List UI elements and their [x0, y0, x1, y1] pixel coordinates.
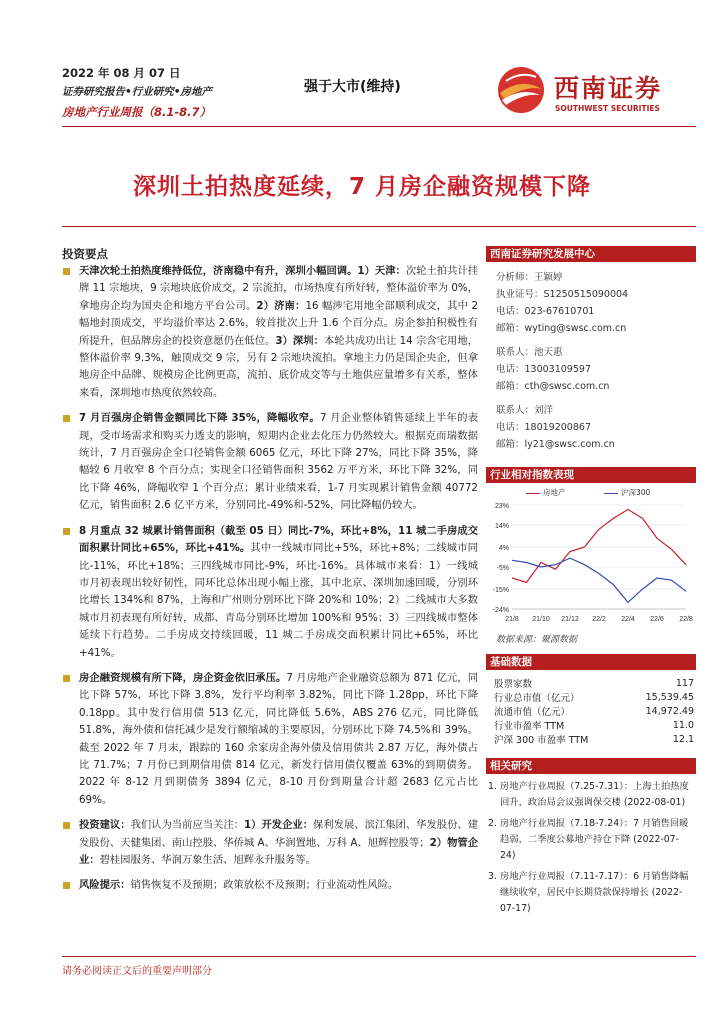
- header-rule: [62, 126, 696, 127]
- series-line-1: [512, 558, 686, 602]
- key-point-body: 其中一线城市同比+5%，环比+8%；二线城市同比-11%，环比+18%；三四线城市同比-9%，环比-16%。具体城市来看：1）一线城市月初表现出较好韧性，同环比总体出现小幅上涨，其中北京、深圳加速回暖，分别环比增长 134%和 87%，上海和广州则分别环比下降 20%和 10%；2）二线城市大多数城市月初表现有所好转，成都、青岛分别环比增加 100%和 95%；3）三四线城市整体延续下行趋势。二手房成交持续回暖，11 城二手房成交面积累计同比+65%，环比+41%。: [79, 542, 478, 659]
- key-point-investment-advice: [62, 817, 478, 869]
- key-point-land-auction: [62, 263, 478, 402]
- metric-value: 11.0: [672, 719, 694, 731]
- logo-english-name: SOUTHWEST SECURITIES: [555, 104, 660, 113]
- key-point-lead: 2）物管企业：: [79, 836, 478, 866]
- contact-email[interactable]: 邮箱：ly21@swsc.com.cn: [496, 439, 615, 450]
- bullet-square-icon: [63, 268, 70, 275]
- table-row: [494, 704, 694, 718]
- industry-rating: 强于大市(维持): [304, 79, 401, 95]
- key-point-body: 销售恢复不及预期；政策放松不及预期；行业流动性风险。: [130, 879, 399, 892]
- key-point-body: 碧桂园服务、华润万象生活、旭辉永升服务等。: [99, 854, 316, 866]
- metrics-header: 基础数据: [486, 654, 696, 670]
- contact-phone: 电话：13003109597: [496, 364, 591, 375]
- analyst-info: [486, 262, 696, 453]
- metric-value: 15,539.45: [645, 691, 694, 703]
- analyst-cert: 执业证号：S1250515090004: [496, 289, 629, 300]
- bullet-square-icon: [63, 415, 70, 422]
- bullet-square-icon: [63, 882, 70, 889]
- x-tick-label: 22/2: [592, 616, 606, 623]
- metric-label: 沪深 300 市盈率 TTM: [494, 735, 589, 746]
- metric-value: 12.1: [672, 733, 694, 745]
- key-point-lead: 房企融资规模有所下降，房企资金依旧承压。: [79, 671, 287, 684]
- related-num: 1.: [488, 781, 497, 792]
- related-text: 房地产行业周报（7.11-7.17）：6 月销售降幅继续收窄，居民中长期贷款保持增长 (2022-07-17): [500, 871, 689, 914]
- index-chart-header: 行业相对指数表现: [486, 467, 696, 483]
- legend-label: 房地产: [543, 488, 566, 497]
- key-point-body: 我们认为当前应当关注：: [130, 819, 244, 832]
- related-research-item[interactable]: [486, 869, 696, 917]
- related-num: 2.: [488, 818, 497, 829]
- contact-email[interactable]: 邮箱：cth@swsc.com.cn: [496, 381, 610, 392]
- report-date: 2022 年 08 月 07 日: [62, 66, 181, 80]
- related-text: 房地产行业周报（7.25-7.31）：上海土拍热度回升，政治局会议强调保交楼 (2022-08-01): [500, 781, 689, 808]
- y-tick-label: -5%: [496, 564, 509, 572]
- table-row: [494, 690, 694, 704]
- section-title: 投资要点: [62, 247, 108, 261]
- contact-phone: 电话：18019200867: [496, 422, 591, 433]
- metrics-table: [494, 676, 694, 746]
- contact-name: 联系人：池天惠: [496, 347, 563, 358]
- bullet-square-icon: [63, 528, 70, 535]
- sidebar: [486, 246, 696, 917]
- metric-label: 行业总市值（亿元）: [494, 693, 580, 704]
- relative-index-chart: [486, 483, 696, 633]
- table-row: [494, 718, 694, 732]
- bullet-square-icon: [63, 675, 70, 682]
- key-point-risk: [62, 877, 478, 894]
- key-point-lead: 3）深圳：: [275, 334, 324, 347]
- key-point-lead: 8 月重点 32 城累计销售面积（截至 05 日）同比-7%，环比+8%，11 城二手房成交面积累计同比+65%，环比+41%。: [79, 524, 478, 555]
- x-tick-label: 22/8: [679, 616, 693, 623]
- key-point-body: 7 月房地产企业融资总额为 871 亿元，同比下降 57%，环比下降 3.8%，发行平均利率 3.82%，同比下降 1.28pp，环比下降 0.18pp。其中发行信用债 513 亿元，同比降低 5.6%，ABS 276 亿元，同比降低 51.8%，海外债和信托减少是发行额缩减的主要原因，分别环比下降 74.5%和 39%。截至 2022 年 7 月末，跟踪的 160 余家房企海外债及信用债共 2.87 万亿，海外债占比 71.7%；7 月份已到期信用债 814 亿元，新发行信用债仅覆盖 63%的到期债务。2022 年 8-12 月到期债务 3894 亿元，8-10 月份到期量合计超 2683 亿元占比 69%。: [79, 671, 479, 806]
- table-row: [494, 676, 694, 690]
- key-point-lead: 2）济南：: [256, 299, 306, 312]
- footer-rule: [62, 956, 696, 957]
- key-point-body: 次轮土拍共计挂牌 11 宗地块，9 宗地块底价成交，2 宗流拍，市场热度有所好转，整体溢价率为 0%，拿地房企均为国央企和地方平台公司。: [79, 265, 478, 312]
- related-num: 3.: [488, 871, 497, 882]
- analyst-name: 分析师：王颖婷: [496, 272, 563, 283]
- report-type: 证券研究报告•行业研究•房地产: [62, 86, 212, 98]
- key-point-lead: 投资建议：: [79, 819, 131, 832]
- analyst-phone: 电话：023-67610701: [496, 306, 595, 317]
- x-tick-label: 22/4: [621, 616, 635, 623]
- legend-label: 沪深300: [621, 488, 651, 497]
- related-research-item[interactable]: [486, 816, 696, 864]
- x-tick-label: 21/10: [532, 616, 550, 623]
- x-tick-label: 21/12: [561, 616, 579, 623]
- metric-value: 117: [675, 677, 694, 689]
- y-tick-label: 23%: [494, 503, 509, 510]
- key-point-lead: 1）开发企业：: [244, 819, 314, 832]
- logo-chinese-name: 西南证券: [554, 74, 663, 103]
- key-point-financing: [62, 670, 478, 809]
- key-point-lead: 风险提示：: [79, 879, 131, 892]
- metric-value: 14,972.49: [645, 705, 694, 717]
- analyst-email[interactable]: 邮箱：wyting@swsc.com.cn: [496, 323, 627, 334]
- contact-name: 联系人：刘洋: [496, 405, 554, 416]
- related-research-header: 相关研究: [486, 758, 696, 774]
- team-header: 西南证券研究发展中心: [486, 246, 696, 262]
- metric-label: 股票家数: [494, 679, 533, 690]
- x-tick-label: 21/8: [505, 616, 519, 623]
- x-tick-label: 22/6: [650, 616, 664, 623]
- key-point-body: 保利发展、滨江集团、华发股份、建发股份、天健集团、南山控股、华侨城 A、华润置地、万科 A、旭辉控股等；: [79, 819, 479, 849]
- series-line-0: [512, 509, 686, 582]
- related-research-item[interactable]: [486, 779, 696, 811]
- bullet-square-icon: [63, 822, 70, 829]
- metric-label: 行业市盈率 TTM: [494, 721, 565, 732]
- weekly-title: 房地产行业周报（8.1-8.7）: [62, 105, 212, 119]
- key-point-lead: 7 月百强房企销售金额同比下降 35%，降幅收窄。: [79, 412, 320, 425]
- chart-source: 数据来源：聚源数据: [496, 635, 578, 645]
- key-point-body: 7 月企业整体销售延续上半年的表现，受市场需求和购买力透支的影响，短期内企业去化压力仍然较大。根据克而瑞数据统计，7 月百强房企全口径销售金额 6065 亿元，环比下降 27%，同比下降 35%，降幅较 6 月收窄 8 个百分点；实现全口径销售面积 3562 万平方米，环比下降 32%，同比下降 46%，降幅收窄 1 个百分点；累计业绩来看，1-7 月实现累计销售金额 40772 亿元，销售面积 2.6 亿平方米，分别同比-49%和-52%，同比降幅仍较大。: [79, 412, 479, 512]
- report-title: 深圳土拍热度延续，7 月房企融资规模下降: [132, 174, 591, 200]
- key-point-top100-sales: [62, 410, 478, 514]
- y-tick-label: 4%: [498, 545, 509, 553]
- table-row: [494, 732, 694, 746]
- y-tick-label: -15%: [492, 587, 509, 595]
- chart-canvas: [486, 497, 696, 633]
- y-tick-label: -24%: [492, 607, 509, 614]
- key-point-body: 16 幅涉宅用地全部顺利成交，其中 2 幅地封顶成交，平均溢价率达 2.6%，较首批次上升 1.6 个百分点。房企参拍积极性有所提升，但品牌房企的投资意愿仍在低位。: [79, 299, 478, 347]
- key-point-lead: 天津次轮土拍热度维持低位，济南稳中有升，深圳小幅回调。1）天津：: [79, 265, 406, 277]
- metric-label: 流通市值（亿元）: [494, 707, 571, 718]
- y-tick-label: 14%: [494, 522, 509, 530]
- related-text: 房地产行业周报（7.18-7.24）：7 月销售回暖趋弱，二季度公募地产持仓下降 (2022-07-24): [500, 818, 689, 861]
- key-point-body: 本轮共成功出让 14 宗含宅用地，整体溢价率 9.3%，触顶成交 9 宗，另有 2 宗地块流拍。拿地主力仍是国企央企，但拿地房企中品牌、规模房企比例更高，流拍、底价成交等与土地供应量增多有关系，整体来看，深圳地市热度依然较高。: [79, 334, 479, 399]
- key-point-city-transactions: [62, 523, 478, 662]
- footer-disclaimer: 请务必阅读正文后的重要声明部分: [62, 966, 212, 977]
- title-rule: [62, 226, 696, 227]
- main-column: [62, 263, 478, 903]
- company-logo: [496, 63, 696, 119]
- logo-emblem-icon: [496, 65, 546, 115]
